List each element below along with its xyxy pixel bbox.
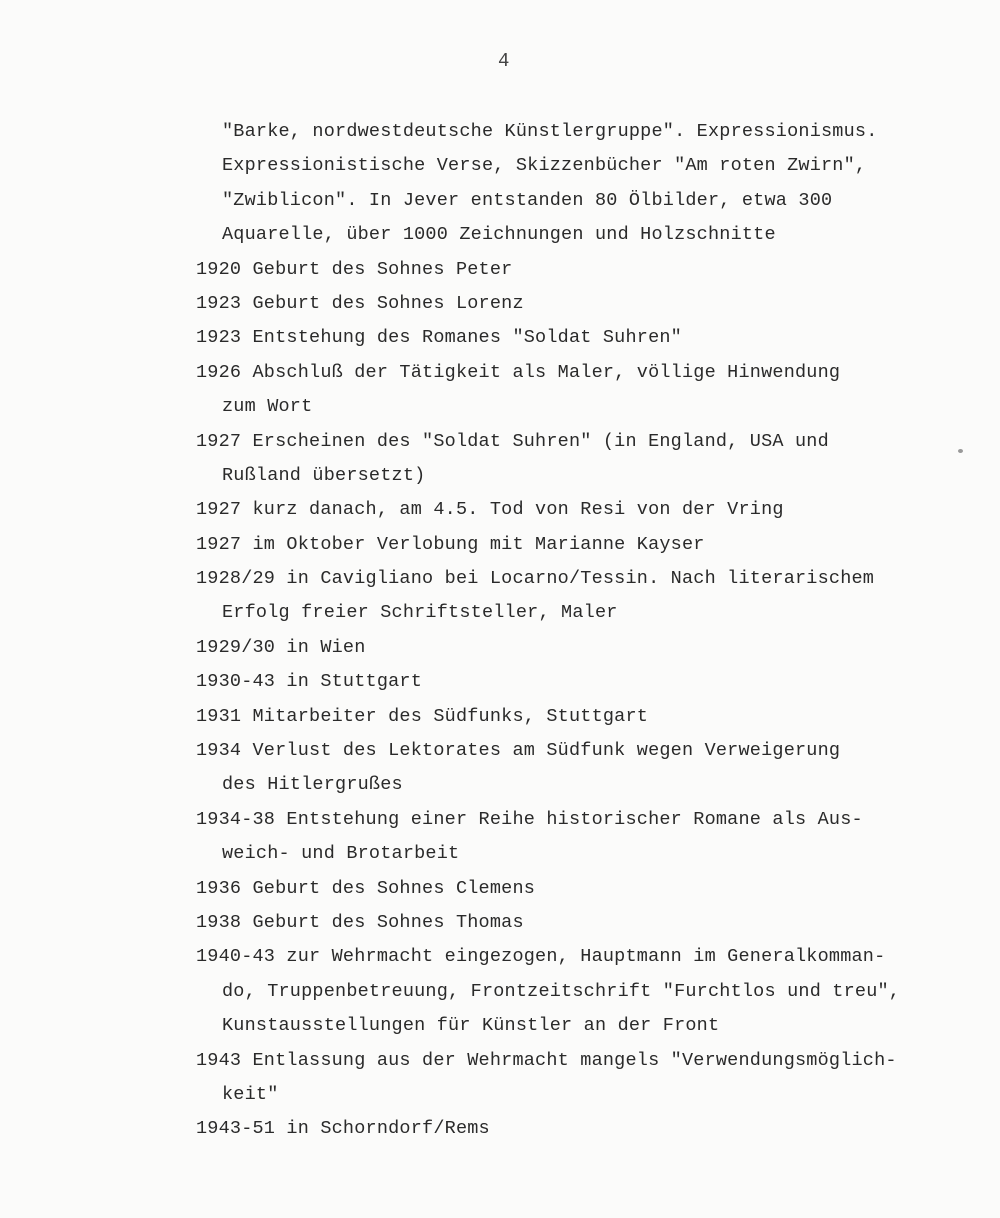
text-line: 1943 Entlassung aus der Wehrmacht mangels "Verwendungsmöglich-	[196, 1049, 897, 1071]
text-line: 1920 Geburt des Sohnes Peter	[196, 258, 513, 280]
text-line: 1934 Verlust des Lektorates am Südfunk wegen Verweigerung	[196, 740, 841, 762]
text-line: weich- und Brotarbeit	[222, 843, 460, 865]
text-line: 1943-51 in Schorndorf/Rems	[196, 1118, 490, 1140]
text-line: 1938 Geburt des Sohnes Thomas	[196, 911, 524, 933]
text-line: Kunstausstellungen für Künstler an der Front	[222, 1015, 720, 1037]
text-line: 1926 Abschluß der Tätigkeit als Maler, völlige Hinwendung	[196, 361, 841, 383]
text-line: 1931 Mitarbeiter des Südfunks, Stuttgart	[196, 705, 649, 727]
text-line: Erfolg freier Schriftsteller, Maler	[222, 602, 618, 624]
text-line: Aquarelle, über 1000 Zeichnungen und Holzschnitte	[222, 224, 776, 246]
text-line: 1927 kurz danach, am 4.5. Tod von Resi von der Vring	[196, 499, 784, 521]
text-line: 1923 Entstehung des Romanes "Soldat Suhren"	[196, 327, 682, 349]
text-line: 1923 Geburt des Sohnes Lorenz	[196, 292, 524, 314]
text-line: 1929/30 in Wien	[196, 636, 366, 658]
text-line: 1928/29 in Cavigliano bei Locarno/Tessin. Nach literarischem	[196, 568, 875, 590]
text-line: do, Truppenbetreuung, Frontzeitschrift "Furchtlos und treu",	[222, 980, 901, 1002]
text-line: Expressionistische Verse, Skizzenbücher "Am roten Zwirn",	[222, 155, 867, 177]
text-line: Rußland übersetzt)	[222, 464, 426, 486]
text-line: 1940-43 zur Wehrmacht eingezogen, Hauptmann im Generalkomman-	[196, 946, 886, 968]
text-line: "Zwiblicon". In Jever entstanden 80 Ölbilder, etwa 300	[222, 189, 833, 211]
text-line: keit"	[222, 1083, 279, 1105]
text-line: 1927 im Oktober Verlobung mit Marianne Kayser	[196, 533, 705, 555]
text-line: zum Wort	[222, 396, 313, 418]
text-line: des Hitlergrußes	[222, 774, 403, 796]
page-number: 4	[498, 50, 510, 72]
text-line: "Barke, nordwestdeutsche Künstlergruppe". Expressionismus.	[222, 121, 878, 142]
text-line: 1930-43 in Stuttgart	[196, 671, 423, 693]
text-line: 1927 Erscheinen des "Soldat Suhren" (in England, USA und	[196, 430, 829, 452]
chronology-text	[196, 115, 986, 1147]
text-line: 1934-38 Entstehung einer Reihe historischer Romane als Aus-	[196, 808, 863, 830]
paper-speck	[958, 449, 963, 453]
text-line: 1936 Geburt des Sohnes Clemens	[196, 877, 536, 899]
